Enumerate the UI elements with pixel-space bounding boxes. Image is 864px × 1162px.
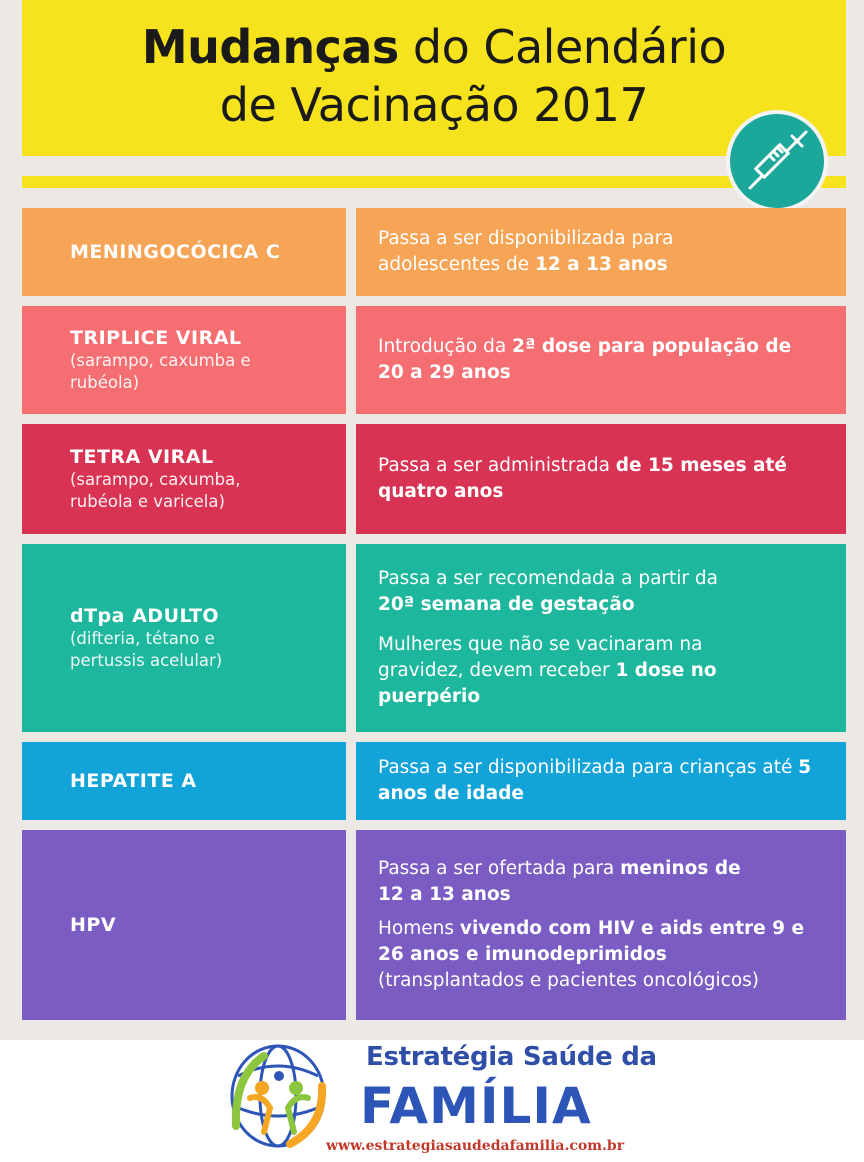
vaccine-change-cell <box>356 424 846 534</box>
globe-people-icon <box>224 1036 332 1154</box>
vaccine-name: HPV <box>70 914 117 936</box>
vaccine-name: dTpa ADULTO <box>70 605 220 627</box>
highlight-text: 1 dose no puerpério <box>378 660 717 707</box>
change-description <box>378 566 748 618</box>
highlight-text: vivendo com HIV e aids entre 9 e 26 anos e imunodeprimidos <box>378 918 805 965</box>
plain-text: Passa a ser ofertada para <box>378 858 621 879</box>
title-line-2: de Vacinação 2017 <box>219 78 649 132</box>
highlight-text: 20ª semana de gestação <box>378 594 635 615</box>
vaccine-name: MENINGOCÓCICA C <box>70 241 281 263</box>
logo-tagline: Estratégia Saúde da <box>366 1042 657 1072</box>
vaccine-name-cell <box>22 742 346 820</box>
vaccine-row <box>22 306 846 414</box>
vaccine-subtitle: (difteria, tétano e pertussis acelular) <box>70 629 223 670</box>
vaccine-name-cell <box>22 544 346 732</box>
plain-text: Passa a ser administrada <box>378 455 616 476</box>
vaccine-name: TETRA VIRAL <box>70 446 214 468</box>
plain-text: Homens <box>378 918 460 939</box>
highlight-text: meninos de 12 a 13 anos <box>378 858 741 905</box>
change-description <box>378 334 798 386</box>
vaccine-row <box>22 424 846 534</box>
change-description <box>378 856 768 908</box>
highlight-text: 12 a 13 anos <box>535 254 668 275</box>
highlight-text: de 15 meses até quatro anos <box>378 455 787 502</box>
plain-text: Passa a ser recomendada a partir da <box>378 568 718 589</box>
syringe-badge <box>726 110 828 212</box>
vaccine-name: TRIPLICE VIRAL <box>70 327 242 349</box>
logo-url: www.estrategiasaudedafamilia.com.br <box>326 1138 625 1154</box>
vaccine-subtitle: (sarampo, caxumba e rubéola) <box>70 351 251 392</box>
header-stripe <box>22 176 846 188</box>
vaccine-change-cell <box>356 544 846 732</box>
vaccine-row <box>22 830 846 1020</box>
syringe-icon <box>742 126 812 196</box>
plain-text: Passa a ser disponibilizada para crianças até <box>378 757 799 778</box>
page-title <box>22 18 846 134</box>
change-description <box>378 226 728 278</box>
vaccine-name-cell <box>22 306 346 414</box>
vaccine-name-cell <box>22 830 346 1020</box>
vaccine-name: HEPATITE A <box>70 770 197 792</box>
title-rest: do Calendário <box>398 20 727 74</box>
plain-text: (transplantados e pacientes oncológicos) <box>378 970 760 991</box>
vaccine-name-cell <box>22 424 346 534</box>
title-bold: Mudanças <box>141 20 399 74</box>
vaccine-subtitle: (sarampo, caxumba, rubéola e varicela) <box>70 470 241 511</box>
vaccine-row <box>22 742 846 820</box>
vaccine-name-cell <box>22 208 346 296</box>
vaccine-change-cell <box>356 306 846 414</box>
change-description <box>378 916 818 994</box>
vaccine-change-cell <box>356 208 846 296</box>
plain-text: Introdução da <box>378 336 513 357</box>
change-description <box>378 632 758 710</box>
vaccine-row <box>22 544 846 732</box>
vaccine-change-cell <box>356 742 846 820</box>
vaccine-row <box>22 208 846 296</box>
vaccine-change-cell <box>356 830 846 1020</box>
highlight-text: 5 anos de idade <box>378 757 812 804</box>
highlight-text: 2ª dose para população de 20 a 29 anos <box>378 336 792 383</box>
change-description <box>378 453 798 505</box>
logo-wordmark: FAMÍLIA <box>360 1077 592 1135</box>
plain-text: Mulheres que não se vacinaram na gravidez, devem receber <box>378 634 703 681</box>
change-description <box>378 755 828 807</box>
plain-text: Passa a ser disponibilizada para adolescentes de <box>378 228 674 275</box>
